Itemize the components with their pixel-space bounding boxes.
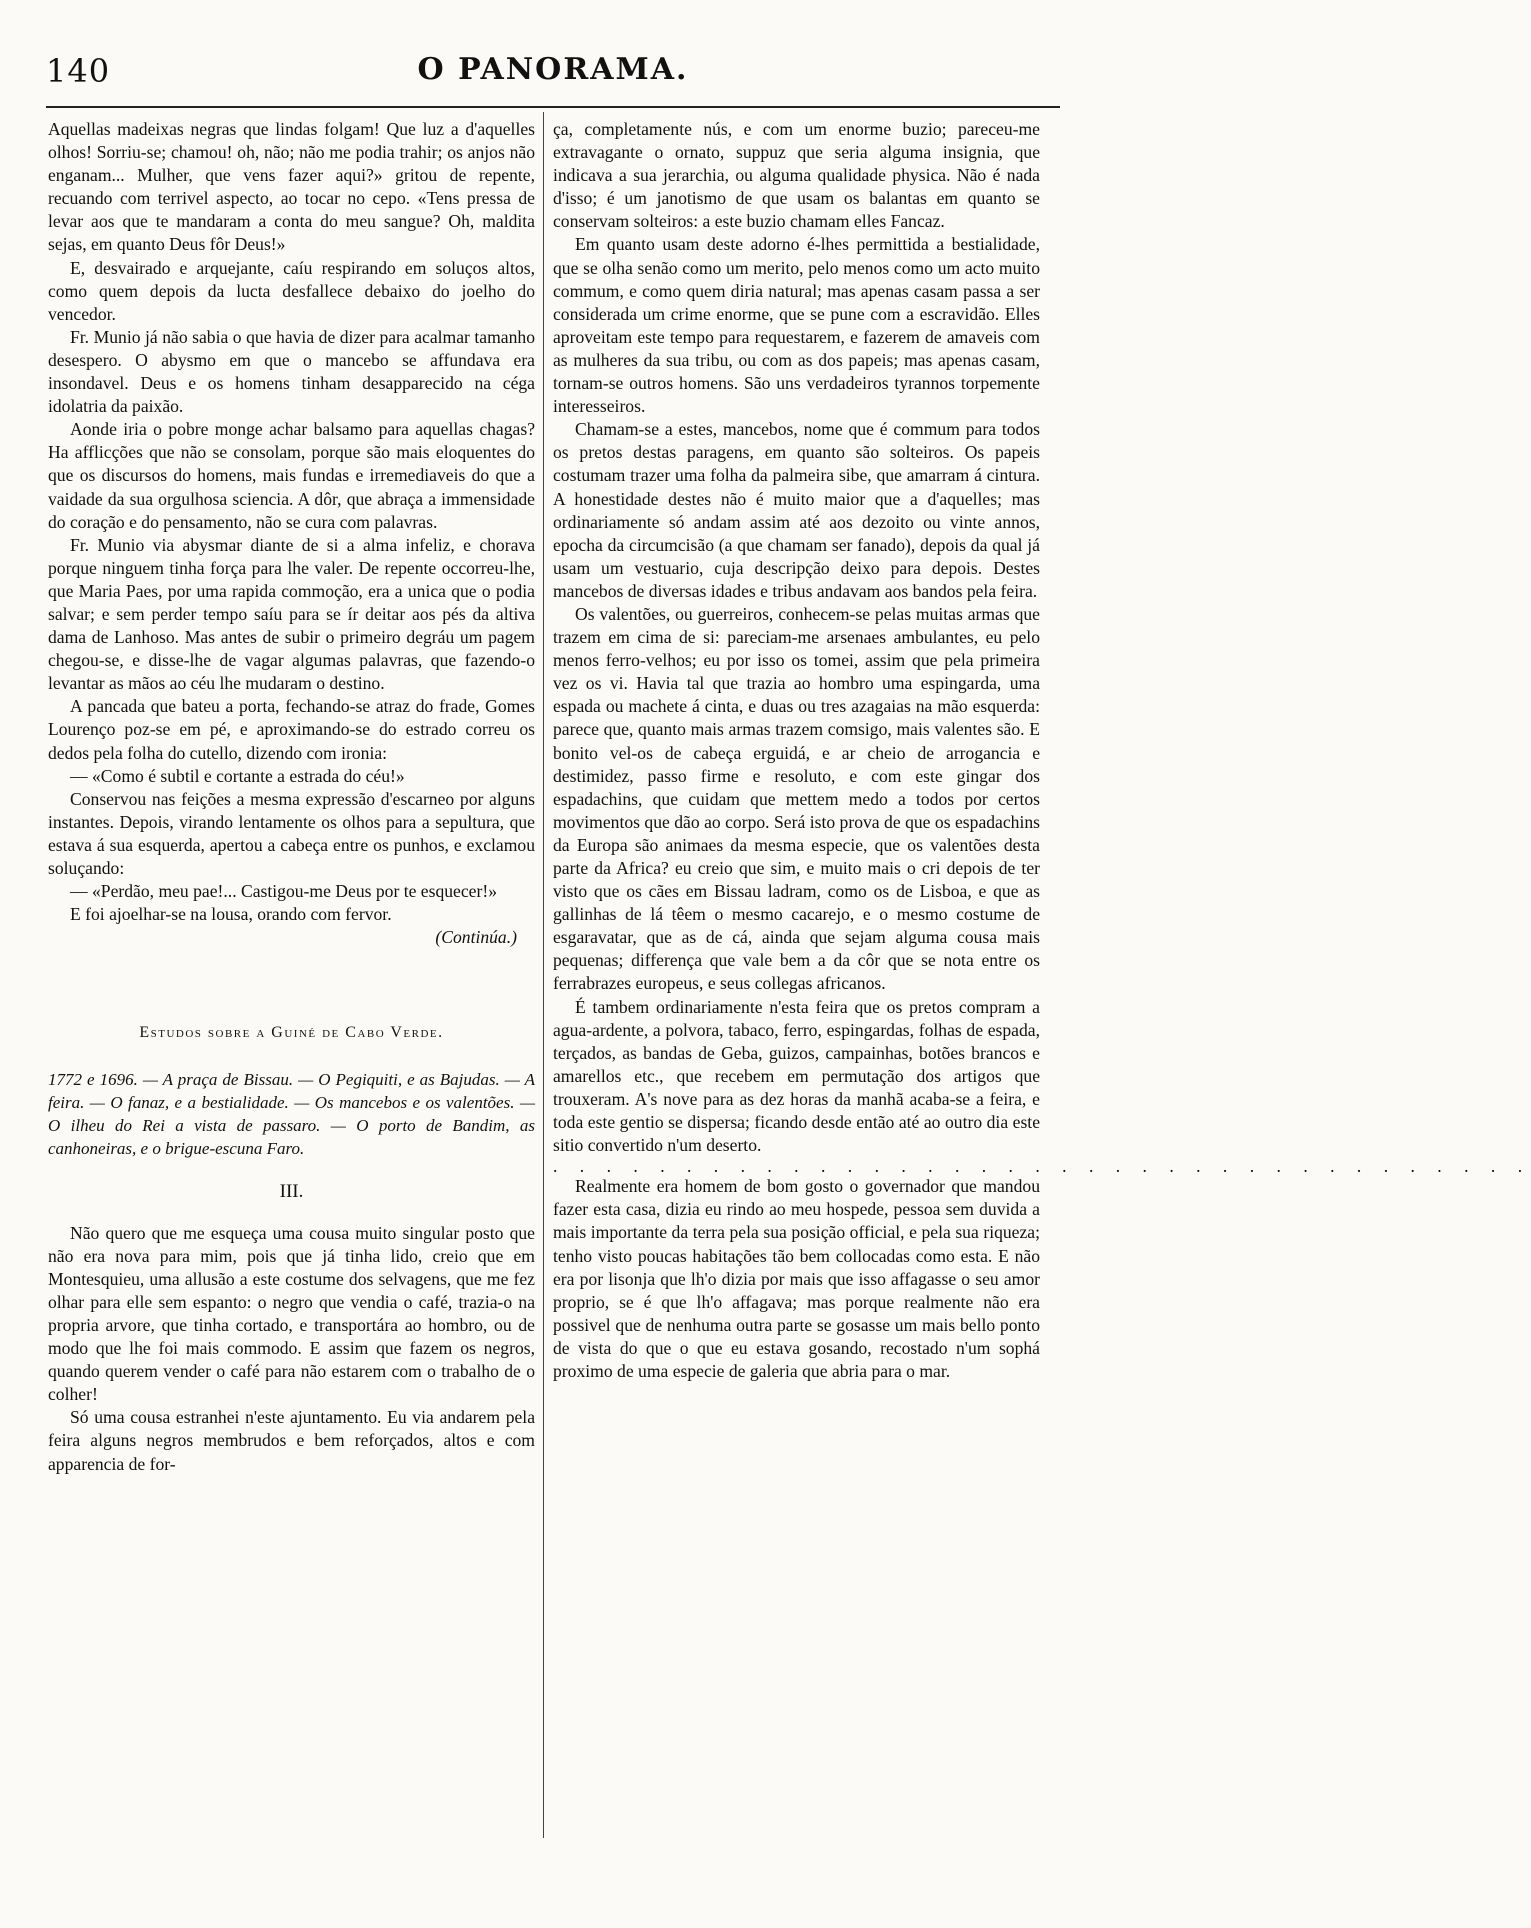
story-quote: — «Como é subtil e cortante a estrada do céu!» (70, 765, 405, 786)
page-header (46, 52, 1060, 92)
column-divider (543, 112, 544, 1838)
article-title: Estudos sobre a Guiné de Cabo Verde. (139, 1024, 444, 1042)
article-paragraph: Realmente era homem de bom gosto o governador que mandou fazer esta casa, dizia eu rindo ao meu hospede, pessoa sem duvida a mais importante da terra pela sua posição official, e pela sua riqueza; tenho visto poucas habitações tão bem collocadas como esta. E não era por lisonja que lh'o dizia por mais que isso affagasse o seu amor proprio, se é que lh'o affagava; mas porque realmente não era possivel que de nenhuma outra parte se gosasse um mais bello ponto de vista do que o que eu estava gosando, recostado n'um sophá proximo de uma especie de galeria que abria para o mar. (553, 1176, 1040, 1381)
right-column (553, 118, 1531, 1383)
story-paragraph: E, desvairado e arquejante, caíu respirando em soluços altos, como quem depois da lucta desfallece debaixo do joelho do vencedor. (48, 257, 535, 324)
story-paragraph: Fr. Munio via abysmar diante de si a alma infeliz, e chorava porque ninguem tinha força para lhe valer. De repente occorreu-lhe, que Maria Paes, por uma rapida commoção, era a unica que o podia salvar; e sem perder tempo saíu para se ír deitar aos pés da altiva dama de Lanhoso. Mas antes de subir o primeiro degráu um pagem chegou-se, e disse-lhe de vagar algumas palavras, que fazendo-o levantar as mãos ao céu lhe mudaram o destino. (48, 534, 535, 694)
story-paragraph: Aonde iria o pobre monge achar balsamo para aquellas chagas? Ha afflicções que não se consolam, porque são mais eloquentes do que os discursos do homens, mais fundas e irremediaveis do que a vaidade da sua orgulhosa sciencia. A dôr, que abraça a immensidade do coração e do pensamento, não se cura com palavras. (48, 419, 535, 532)
story-paragraph: Aquellas madeixas negras que lindas folgam! Que luz a d'aquelles olhos! Sorriu-se; chamou! oh, não; não me podia trahir; os anjos não enganam... Mulher, que vens fazer aqui?» gritou de repente, recuando com terrivel aspecto, ao tocar no cepo. «Tens pressa de levar aos que te mandaram a conta do meu sangue? Oh, maldita sejas, em quanto Deus fôr Deus!» (48, 119, 535, 255)
page-number: 140 (46, 52, 111, 90)
header-rule (46, 106, 1060, 108)
article-paragraph: Chamam-se a estes, mancebos, nome que é commum para todos os pretos destas paragens, em quanto são solteiros. Os papeis costumam trazer uma folha da palmeira sibe, que amarram á cintura. A honestidade destes não é muito maior que a d'aquelles; mas ordinariamente só andam assim até aos dezoito ou vinte annos, epocha da circumcisão (a que chamam ser fanado), depois da qual já usam um vestuario, cuja descripção deixo para depois. Destes mancebos de diversas idades e tribus andavam aos bandos pela feira. (553, 419, 1040, 601)
article-paragraph: Os valentões, ou guerreiros, conhecem-se pelas muitas armas que trazem em cima de si: pareciam-me arsenaes ambulantes, eu pelo menos ferro-velhos; eu por isso os tomei, assim que pela primeira vez os vi. Havia tal que trazia ao hombro uma espingarda, uma espada ou machete á cinta, e duas ou tres azagaias na mão esquerda: parece que, quanto mais armas trazem comsigo, mais valentes são. E bonito vel-os de cabeça erguidá, e ar cheio de arrogancia e destimidez, passo firme e resoluto, e com este gingar dos espadachins, que cuidam que mettem medo a todos por certos movimentos que dão ao corpo. Será isto prova de que os espadachins da Europa são animaes da mesma especie, que os valentões desta parte da Africa? eu creio que sim, e muito mais o cri depois de ter visto que os cães em Bissau ladram, como os de Lisboa, e que as gallinhas de lá têem o mesmo cacarejo, e o mesmo costume de esgaravatar, que as de cá, ainda que sejam alguma cousa mais pequenas; differença que vale bem a da côr que se nota entre os ferrabrazes europeus, e seus collegas africanos. (553, 603, 1040, 994)
section-spacer (48, 949, 535, 1021)
article-summary: 1772 e 1696. — A praça de Bissau. — O Pegiquiti, e as Bajudas. — A feira. — O fanaz, e a bestialidade. — Os mancebos e os valentões. — O ilheu do Rei a vista de passaro. — O porto de Bandim, as canhoneiras, e o brigue-escuna Faro. (48, 1070, 535, 1159)
story-quote: — «Perdão, meu pae!... Castigou-me Deus por te esquecer!» (70, 881, 498, 902)
article-paragraph: ça, completamente nús, e com um enorme buzio; pareceu-me extravagante o ornato, suppuz que seria alguma insignia, que indicava a sua jerarchia, ou alguma qualidade physica. Não é nada d'isso; é um janotismo de que usam os balantas em quanto se conservam solteiros: a este buzio chamam elles Fancaz. (553, 119, 1040, 232)
ellipsis-separator: . . . . . . . . . . . . . . . . . . . . . . . . . . . . . . . . . . . . . (553, 1156, 1531, 1177)
story-paragraph: Fr. Munio já não sabia o que havia de dizer para acalmar tamanho desespero. O abysmo em que o mancebo se affundava era insondavel. Deus e os homens tinham desapparecido na céga idolatria da paixão. (48, 326, 535, 417)
story-paragraph: Conservou nas feições a mesma expressão d'escarneo por alguns instantes. Depois, virando lentamente os olhos para a sepultura, que estava á sua esquerda, apertou a cabeça entre os punhos, e exclamou soluçando: (48, 788, 535, 878)
running-title: O PANORAMA. (417, 52, 689, 87)
article-paragraph: Não quero que me esqueça uma cousa muito singular posto que não era nova para mim, pois que já tinha lido, creio que em Montesquieu, uma allusão a este costume dos selvagens, que me fez olhar para elle sem espanto: o negro que vendia o café, trazia-o na propria arvore, que tinha cortado, e transportára ao hombro, ou de modo que lhe foi mais commodo. E assim que fazem os negros, quando querem vender o café para não estarem com o trabalho de o colher! (48, 1222, 535, 1405)
left-column (48, 118, 535, 1476)
story-paragraph: A pancada que bateu a porta, fechando-se atraz do frade, Gomes Lourenço poz-se em pé, e aproximando-se do estrado correu os dedos pela folha do cutello, dizendo com ironia: (48, 696, 535, 763)
article-paragraph: Só uma cousa estranhei n'este ajuntamento. Eu via andarem pela feira alguns negros membrudos e bem reforçados, altos e com apparencia de for- (48, 1407, 535, 1474)
story-paragraph: E foi ajoelhar-se na lousa, orando com fervor. (70, 904, 392, 925)
article-paragraph: É tambem ordinariamente n'esta feira que os pretos compram a agua-ardente, a polvora, tabaco, ferro, espingardas, folhas de espada, terçados, as bandas de Geba, guizos, campainhas, botões brancos e amarellos etc., que recebem em permutação dos artigos que trouxeram. A's nove para as dez horas da manhã acaba-se a feira, e toda este gentio se dispersa; ficando desde então até ao outro dia este sitio convertido n'um deserto. (553, 996, 1040, 1156)
continued-note: (Continúa.) (435, 927, 517, 948)
article-paragraph: Em quanto usam deste adorno é-lhes permittida a bestialidade, que se olha senão como um merito, pelo menos como um acto muito commum, e como quem diria natural; mas apenas casam passa a ser considerada um crime enorme, que se pune com a escravidão. Elles aproveitam este tempo para requestarem, e fazerem de amaveis com as mulheres da sua tribu, ou com as dos papeis; mas apenas casam, tornam-se outros homens. São uns verdadeiros tyrannos torpemente interesseiros. (553, 234, 1040, 417)
section-number: III. (279, 1181, 304, 1203)
